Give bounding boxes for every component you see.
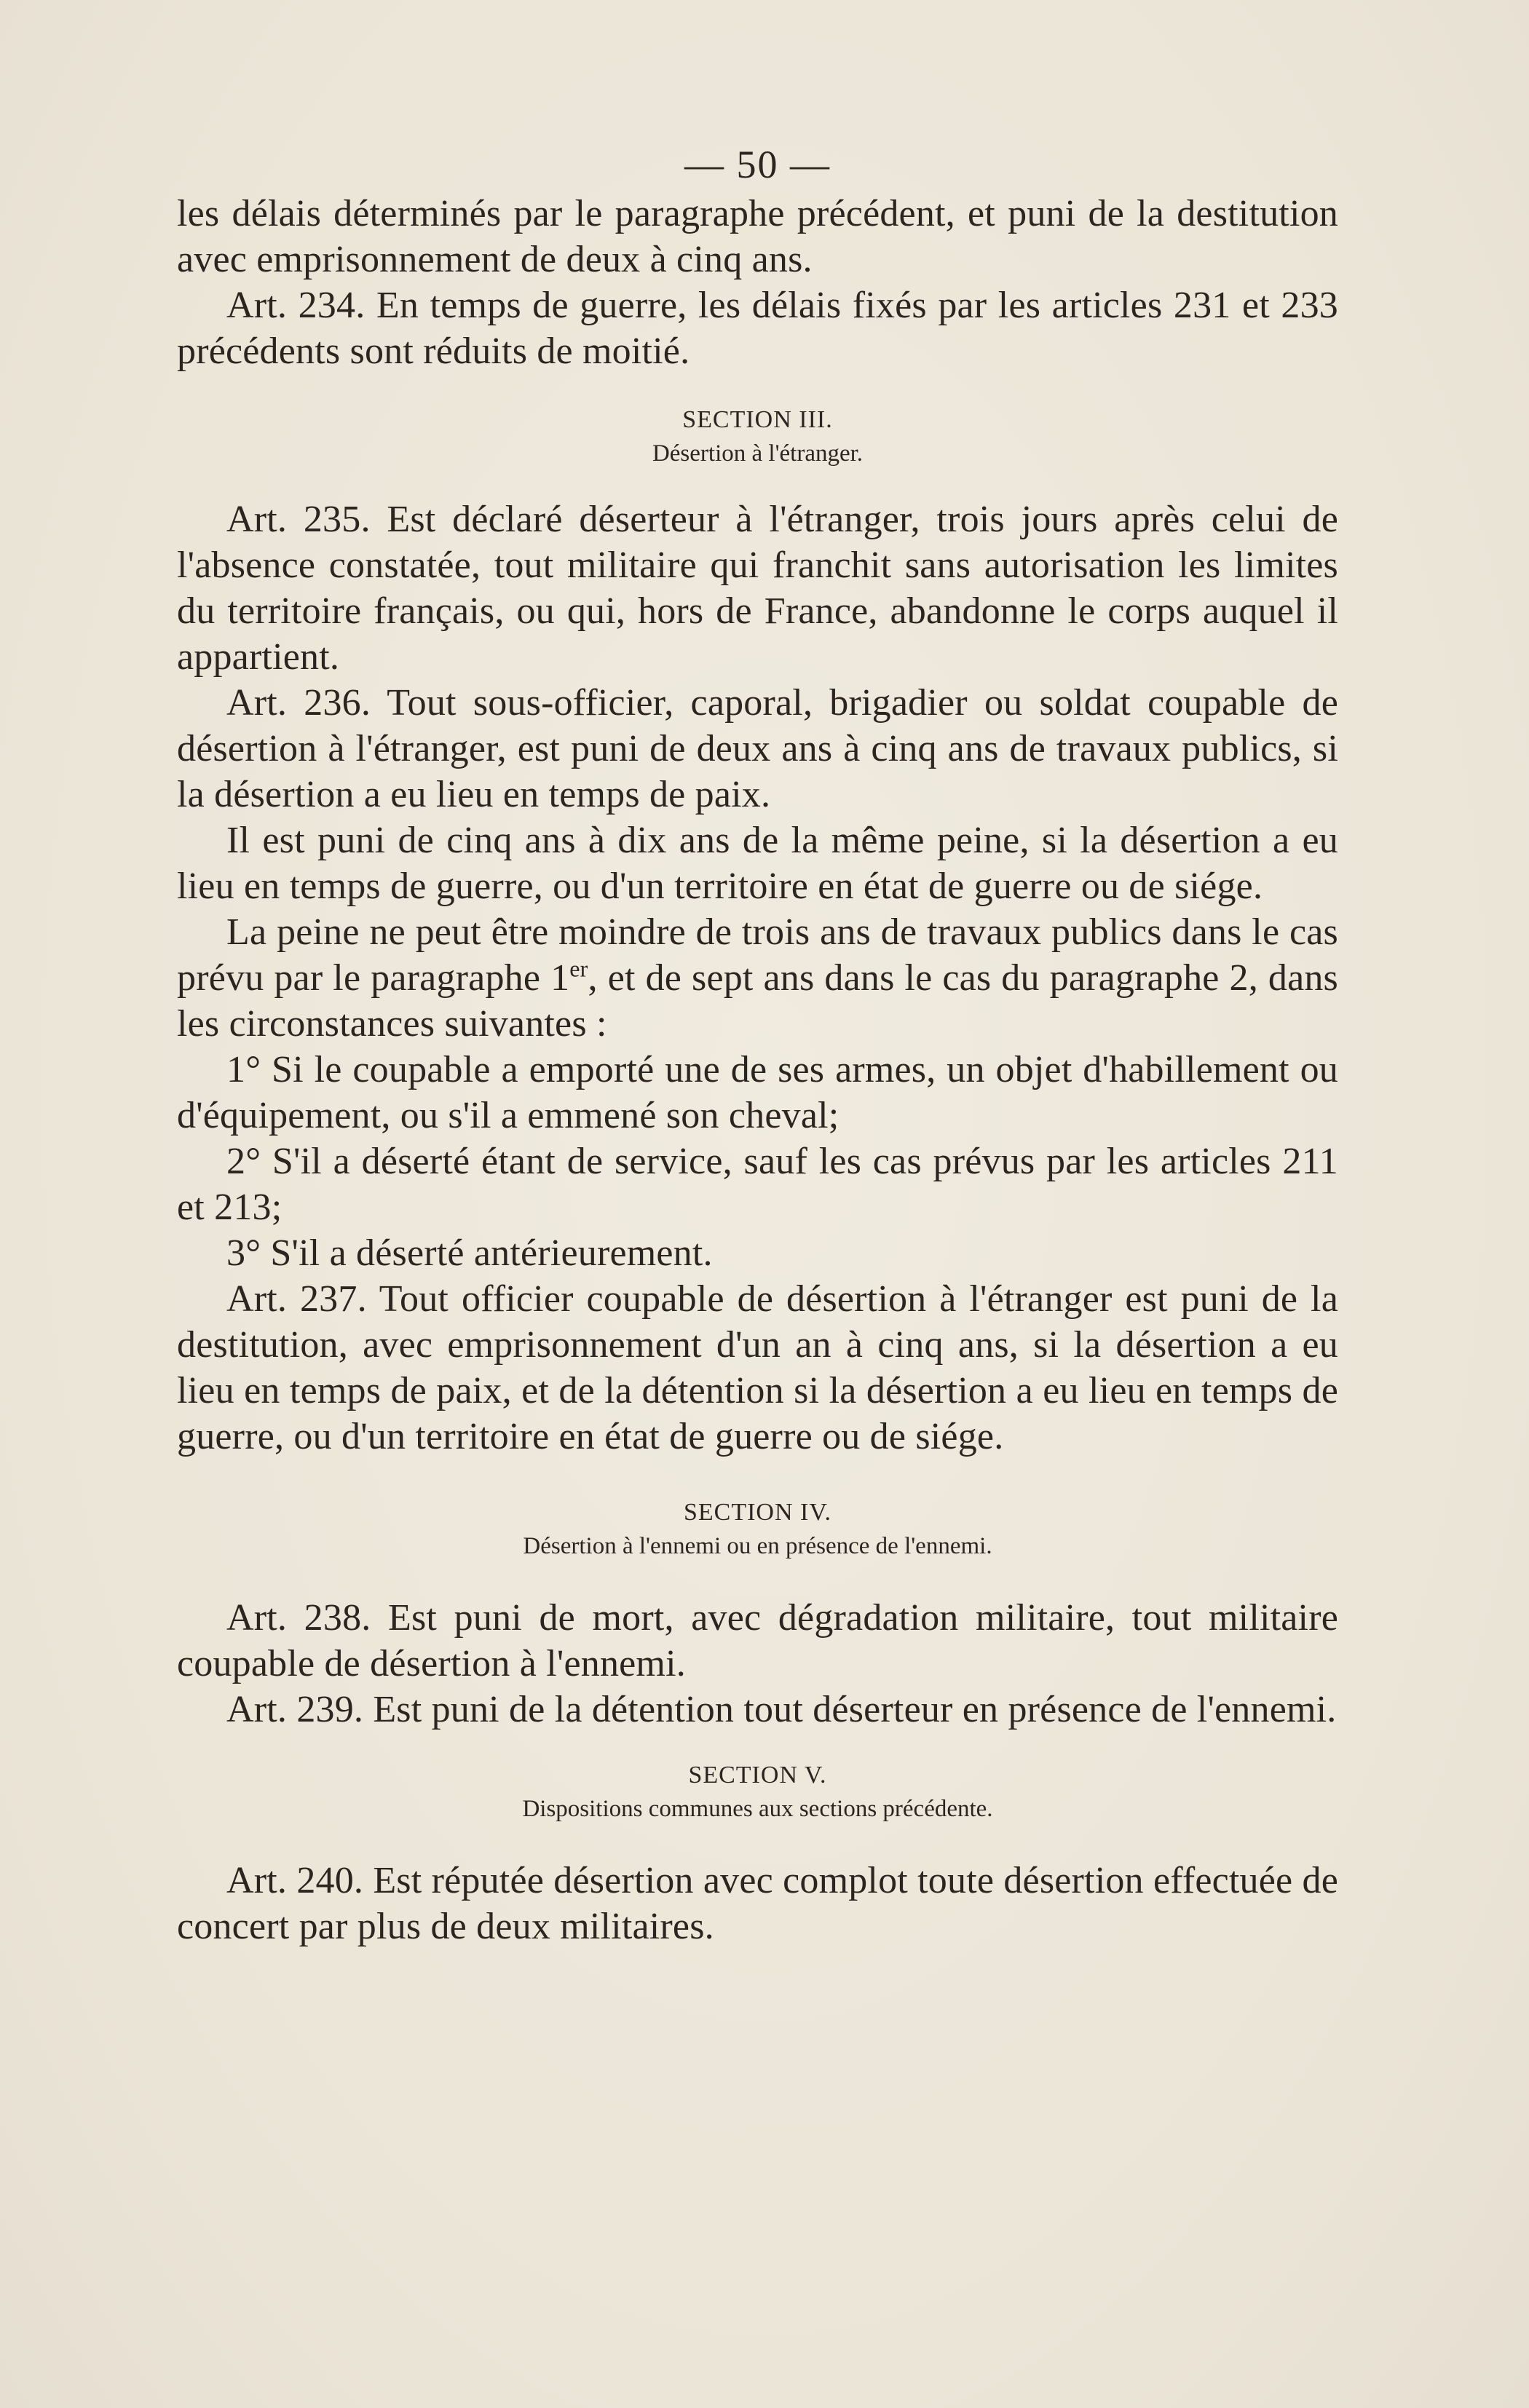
section-4-subtitle: Désertion à l'ennemi ou en présence de l'ennemi.	[523, 1533, 992, 1559]
paragraph-continuation: les délais déterminés par le paragraphe précédent, et puni de la destitution avec emprisonnement de deux à cinq ans.	[177, 193, 1338, 280]
paragraph-art-238: Art. 238. Est puni de mort, avec dégradation militaire, tout militaire coupable de désertion à l'ennemi.	[177, 1597, 1338, 1684]
paragraph-peine	[177, 909, 1338, 1047]
paragraph-art-236: Art. 236. Tout sous-officier, caporal, brigadier ou soldat coupable de désertion à l'étranger, est puni de deux ans à cinq ans de travaux publics, si la désertion a eu lieu en temps de paix.	[177, 682, 1338, 815]
paragraph-art-235: Art. 235. Est déclaré déserteur à l'étranger, trois jours après celui de l'absence constatée, tout militaire qui franchit sans autorisation les limites du territoire français, ou qui, hors de France, abandonne le corps auquel il appartient.	[177, 499, 1338, 678]
section-5-heading: SECTION V.	[688, 1762, 827, 1789]
text-block	[177, 138, 1338, 1949]
paragraph-art-239: Art. 239. Est puni de la détention tout déserteur en présence de l'ennemi.	[226, 1689, 1337, 1730]
section-5-subtitle: Dispositions communes aux sections précédente.	[522, 1796, 993, 1822]
paragraph-art-234: Art. 234. En temps de guerre, les délais fixés par les articles 231 et 233 précédents sont réduits de moitié.	[177, 285, 1338, 372]
paragraph-peine-superscript: er	[569, 955, 588, 982]
paragraph-art-236-war: Il est puni de cinq ans à dix ans de la même peine, si la désertion a eu lieu en temps de guerre, ou d'un territoire en état de guerre ou de siége.	[177, 820, 1338, 907]
page-number: — 50 —	[684, 143, 831, 186]
section-3-heading: SECTION III.	[682, 406, 833, 433]
list-item-circumstance-1: 1° Si le coupable a emporté une de ses armes, un objet d'habillement ou d'équipement, ou s'il a emmené son cheval;	[177, 1049, 1338, 1136]
paragraph-peine-text-a: La peine ne peut être moindre de trois ans de travaux publics dans le cas prévu par le paragraphe 1	[177, 911, 1338, 999]
list-item-circumstance-2: 2° S'il a déserté étant de service, sauf les cas prévus par les articles 211 et 213;	[177, 1141, 1338, 1228]
paragraph-art-240: Art. 240. Est réputée désertion avec complot toute désertion effectuée de concert par plus de deux militaires.	[177, 1860, 1338, 1947]
paragraph-art-237: Art. 237. Tout officier coupable de désertion à l'étranger est puni de la destitution, avec emprisonnement d'un an à cinq ans, si la désertion a eu lieu en temps de paix, et de la détention si la désertion a eu lieu en temps de guerre, ou d'un territoire en état de guerre ou de siége.	[177, 1278, 1338, 1457]
paragraph-peine-text-b: , et de sept ans dans le cas du paragraphe 2, dans les circonstances suivantes :	[177, 957, 1338, 1045]
list-item-circumstance-3: 3° S'il a déserté antérieurement.	[226, 1232, 713, 1274]
section-3-subtitle: Désertion à l'étranger.	[652, 440, 864, 467]
section-4-heading: SECTION IV.	[683, 1499, 832, 1526]
